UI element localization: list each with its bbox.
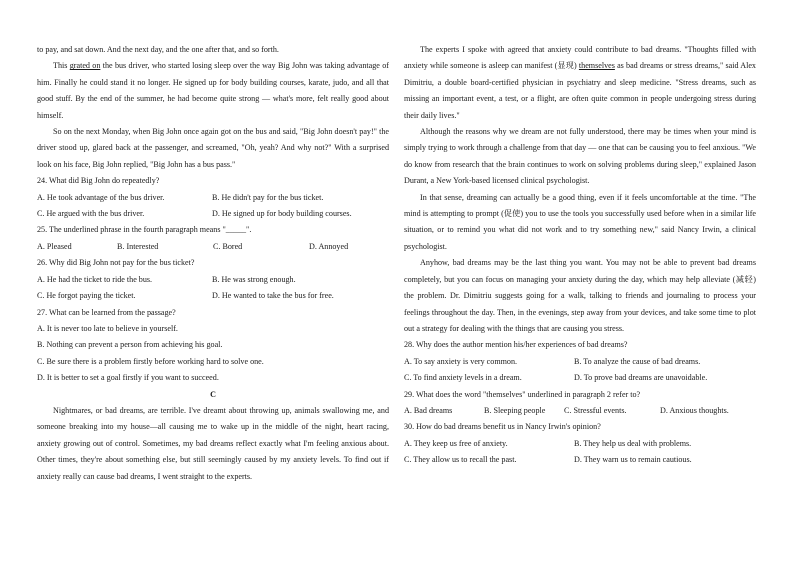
- option: B. To analyze the cause of bad dreams.: [574, 356, 701, 366]
- option: D. They warn us to remain cautious.: [574, 455, 692, 465]
- option: B. Interested: [117, 241, 159, 251]
- option: D. Anxious thoughts.: [660, 405, 729, 415]
- options-28-ab: [404, 354, 756, 370]
- question-27: 27. What can be learned from the passage?: [37, 307, 176, 317]
- question-25: 25. The underlined phrase in the fourth paragraph means "_____".: [37, 225, 252, 235]
- paragraph: to pay, and sat down. And the next day, and the one after that, and so forth.: [37, 45, 279, 54]
- question-29: 29. What does the word "themselves" underlined in paragraph 2 refer to?: [404, 389, 641, 399]
- right-column: [404, 42, 756, 469]
- option: A. He took advantage of the bus driver.: [37, 192, 165, 202]
- paragraph: Although the reasons why we dream are not fully understood, there may be times when your mind is simply trying to work through a challenge from that day — one that can be causing you to feel anxious. "We do know from research that the brain continues to work on solving problems during sleep," explained Jason Durant, a New York-based licensed clinical psychologist.: [404, 127, 756, 186]
- option: A. They keep us free of anxiety.: [404, 438, 508, 448]
- options-28-cd: [404, 370, 756, 386]
- option: B. Sleeping people: [484, 405, 546, 415]
- option: D. Annoyed: [309, 241, 349, 251]
- option: D. He signed up for body building courses.: [212, 209, 352, 219]
- option: A. To say anxiety is very common.: [404, 356, 518, 366]
- option: C. Stressful events.: [564, 405, 627, 415]
- section-heading: C: [210, 389, 216, 399]
- options-24-ab: [37, 190, 389, 206]
- option: C. Bored: [213, 241, 243, 251]
- underlined-word: themselves: [578, 61, 615, 71]
- left-column: [37, 42, 389, 485]
- question-30: 30. How do bad dreams benefit us in Nancy Irwin's opinion?: [404, 422, 601, 432]
- option: A. Pleased: [37, 241, 72, 251]
- option: B. He didn't pay for the bus ticket.: [212, 192, 324, 202]
- option: C. To find anxiety levels in a dream.: [404, 373, 522, 383]
- options-26-ab: [37, 272, 389, 288]
- paragraph: Nightmares, or bad dreams, are terrible. I've dreamt about throwing up, animals swallowing me, and someone breaking into my house—all causing me to wake up in the middle of the night, heart racing, anxiety growing out of control. Sometimes, my bad dreams reflect exactly what I'm feeling anxious about. Other times, they're about something else, but still seemingly caused by my anxiety levels. To find out if anxiety really can cause bad dreams, I went straight to the experts.: [37, 405, 389, 481]
- question-28: 28. Why does the author mention his/her experiences of bad dreams?: [404, 340, 628, 350]
- option: C. They allow us to recall the past.: [404, 455, 517, 465]
- option: B. He was strong enough.: [212, 274, 296, 284]
- paragraph: This grated on the bus driver, who started losing sleep over the way Big John was taking advantage of him. Finally he could stand it no longer. He signed up for body building courses, karate, judo, and all that good stuff. By the end of the summer, he had become quite strong — what's more, felt really good about himself.: [37, 61, 389, 120]
- options-24-cd: [37, 206, 389, 222]
- options-29: [404, 403, 756, 419]
- option: B. Nothing can prevent a person from achieving his goal.: [37, 340, 223, 350]
- paragraph: So on the next Monday, when Big John once again got on the bus and said, "Big John doesn't pay!" the driver stood up, glared back at the passenger, and screamed, "Oh, yeah? And why not?" With a surprised look on his face, Big John replied, "Big John has a bus pass.": [37, 127, 389, 169]
- options-30-cd: [404, 452, 756, 468]
- option: A. It is never too late to believe in yourself.: [37, 323, 178, 333]
- option: A. Bad dreams: [404, 405, 453, 415]
- paragraph: The experts I spoke with agreed that anxiety could contribute to bad dreams. "Thoughts filled with anxiety while someone is asleep can manifest (显现) themselves as bad dreams or stress dreams," said Alex Dimitriu, a double board-certified physician in psychiatry and sleep medicine. "Stress dreams, such as missing an important event, a test, or a flight, are often quite common in people undergoing stress during their daily lives.": [404, 45, 756, 120]
- paragraph: Anyhow, bad dreams may be the last thing you want. You may not be able to prevent bad dreams completely, but you can focus on managing your anxiety during the day, which may help alleviate (减轻) the problem. Dr. Dimitriu suggests going for a walk, talking to friends and journaling to process your feelings throughout the day. Then, in the evenings, step away from your devices, and take some time to plot out a strategy for dealing with the things that are causing you stress.: [404, 258, 756, 333]
- option: D. He wanted to take the bus for free.: [212, 291, 334, 301]
- options-26-cd: [37, 288, 389, 304]
- question-24: 24. What did Big John do repeatedly?: [37, 176, 160, 186]
- option: C. He argued with the bus driver.: [37, 209, 145, 219]
- question-26: 26. Why did Big John not pay for the bus ticket?: [37, 258, 195, 268]
- option: D. To prove bad dreams are unavoidable.: [574, 373, 708, 383]
- options-25: [37, 239, 389, 255]
- option: C. Be sure there is a problem firstly before working hard to solve one.: [37, 356, 264, 366]
- paragraph: In that sense, dreaming can actually be a good thing, even if it feels uncomfortable at the time. "The mind is attempting to prompt (促使) you to use the tools you successfully used before when in a similar life situation, or to remind you what did not work and to try something new," said Nancy Irwin, a clinical psychologist.: [404, 192, 756, 251]
- option: C. He forgot paying the ticket.: [37, 291, 136, 301]
- underlined-phrase: grated on: [69, 61, 101, 71]
- option: B. They help us deal with problems.: [574, 438, 692, 448]
- option: D. It is better to set a goal firstly if you want to succeed.: [37, 373, 219, 383]
- options-30-ab: [404, 436, 756, 452]
- option: A. He had the ticket to ride the bus.: [37, 274, 153, 284]
